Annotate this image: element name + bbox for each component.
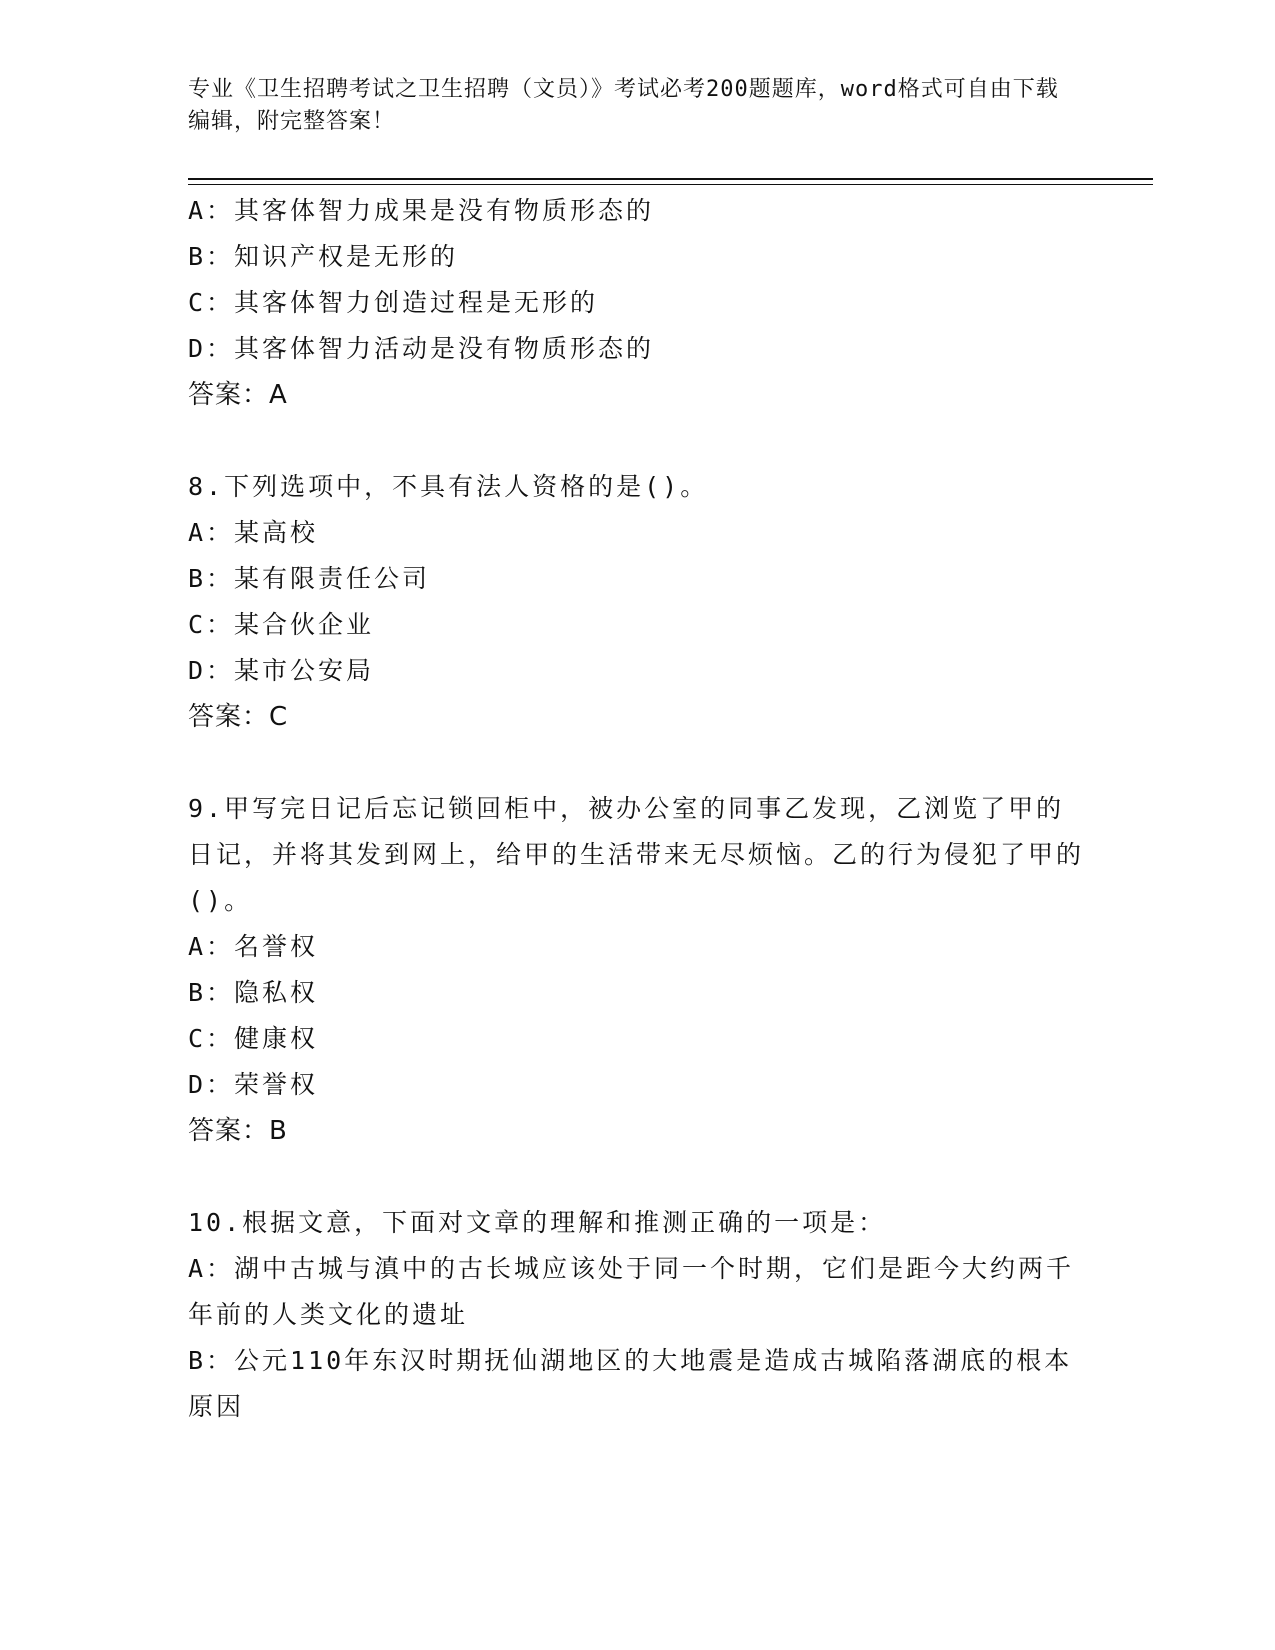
answer-line: 答案：B xyxy=(188,1116,288,1146)
answer-line: 答案：C xyxy=(188,702,289,732)
block-spacer xyxy=(188,1154,1088,1200)
option-d: D：某市公安局 xyxy=(188,656,375,685)
question-stem: 10.根据文意，下面对文章的理解和推测正确的一项是： xyxy=(188,1208,887,1237)
answer-line: 答案：A xyxy=(188,380,288,410)
block-spacer xyxy=(188,418,1088,464)
option-b: B：公元110年东汉时期抚仙湖地区的大地震是造成古城陷落湖底的根本原因 xyxy=(188,1346,1073,1421)
question-stem: 8.下列选项中，不具有法人资格的是()。 xyxy=(188,472,709,501)
option-d: D：其客体智力活动是没有物质形态的 xyxy=(188,334,655,363)
option-a: A：湖中古城与滇中的古长城应该处于同一个时期，它们是距今大约两千年前的人类文化的遗址 xyxy=(188,1254,1075,1329)
option-d: D：荣誉权 xyxy=(188,1070,319,1099)
question-stem: 9.甲写完日记后忘记锁回柜中，被办公室的同事乙发现，乙浏览了甲的日记，并将其发到网上，给甲的生活带来无尽烦恼。乙的行为侵犯了甲的()。 xyxy=(188,794,1085,915)
header-divider-thick xyxy=(188,178,1153,180)
option-a: A：其客体智力成果是没有物质形态的 xyxy=(188,196,655,225)
question-10-block xyxy=(188,1200,1088,1430)
option-c: C：某合伙企业 xyxy=(188,610,375,639)
option-a: A：名誉权 xyxy=(188,932,319,961)
question-content xyxy=(188,188,1088,1430)
question-9-block xyxy=(188,786,1088,1154)
option-c: C：其客体智力创造过程是无形的 xyxy=(188,288,599,317)
header-divider-thin xyxy=(188,184,1153,185)
previous-question-block xyxy=(188,188,1088,418)
option-c: C：健康权 xyxy=(188,1024,319,1053)
block-spacer xyxy=(188,740,1088,786)
option-b: B：隐私权 xyxy=(188,978,319,1007)
question-8-block xyxy=(188,464,1088,740)
option-b: B：某有限责任公司 xyxy=(188,564,431,593)
document-header: 专业《卫生招聘考试之卫生招聘（文员）》考试必考200题题库，word格式可自由下载编辑，附完整答案！ xyxy=(188,77,1059,134)
option-a: A：某高校 xyxy=(188,518,319,547)
option-b: B：知识产权是无形的 xyxy=(188,242,459,271)
